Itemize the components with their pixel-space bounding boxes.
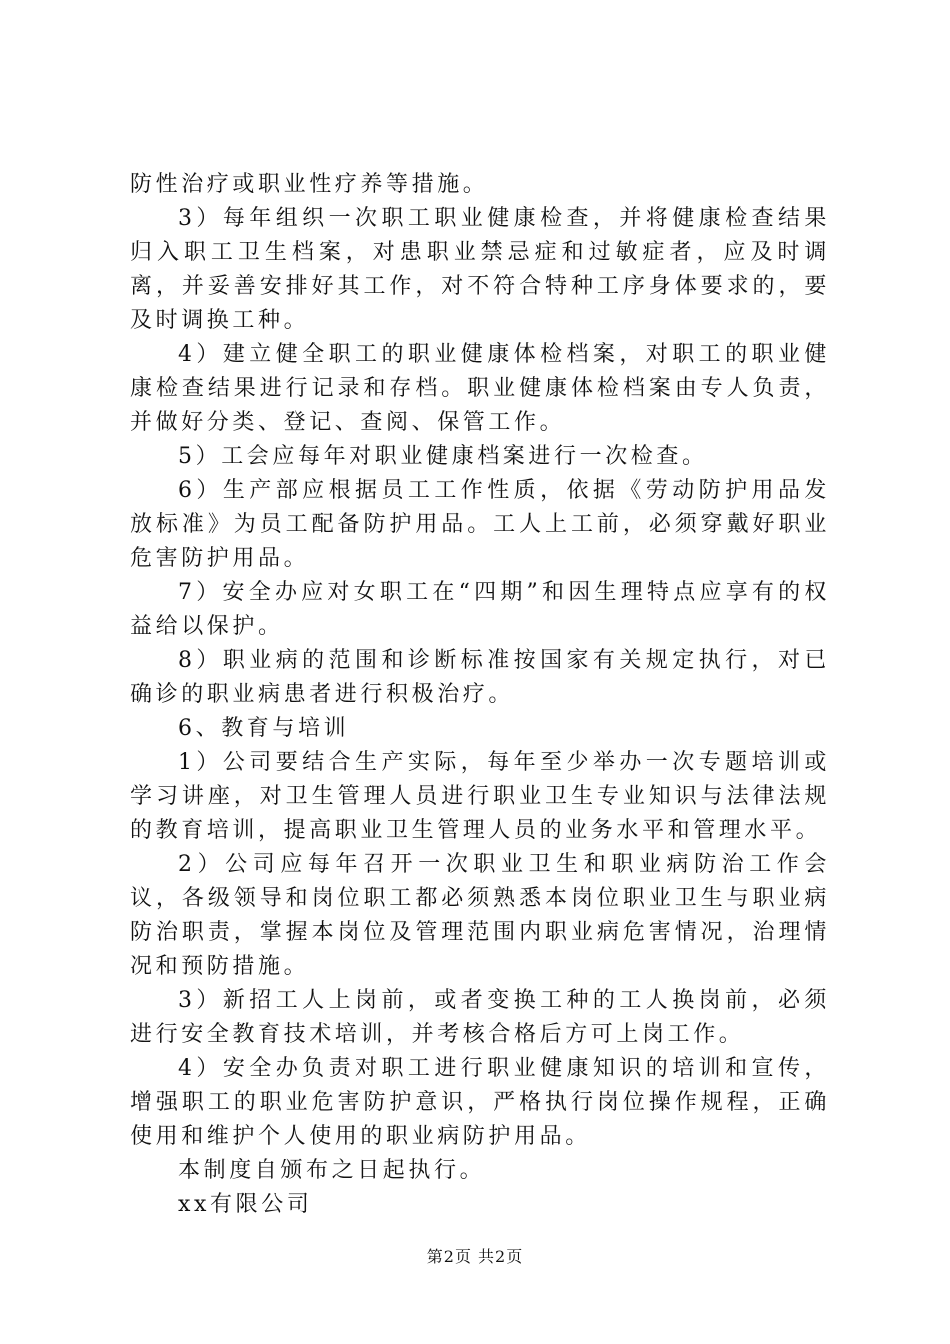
paragraph-effective-date: 本制度自颁布之日起执行。 (178, 1158, 486, 1183)
page-footer: 第2页 共2页 (426, 1247, 524, 1266)
paragraph-female-workers: 7）安全办应对女职工在“四期”和因生理特点应享有的权益给以保护。 (130, 580, 830, 639)
paragraph-annual-meeting: 2）公司应每年召开一次职业卫生和职业病防治工作会议，各级领导和岗位职工都必须熟悉本岗位职业卫生与职业病防治职责，掌握本岗位及管理范围内职业病危害情况，治理情况和预防措施。 (130, 852, 830, 979)
paragraph-training-lectures: 1）公司要结合生产实际，每年至少举办一次专题培训或学习讲座，对卫生管理人员进行职业卫生专业知识与法律法规的教育培训，提高职业卫生管理人员的业务水平和管理水平。 (130, 750, 830, 843)
document-body (130, 168, 830, 1222)
company-signature: xx有限公司 (178, 1192, 313, 1217)
paragraph-awareness-training: 4）安全办负责对职工进行职业健康知识的培训和宣传，增强职工的职业危害防护意识，严格执行岗位操作规程，正确使用和维护个人使用的职业病防护用品。 (130, 1056, 830, 1149)
paragraph-occupational-disease: 8）职业病的范围和诊断标准按国家有关规定执行，对已确诊的职业病患者进行积极治疗。 (130, 648, 830, 707)
paragraph-continuation: 防性治疗或职业性疗养等措施。 (130, 172, 489, 197)
section-heading-education-training: 6、教育与培训 (178, 716, 350, 741)
paragraph-new-worker-training: 3）新招工人上岗前，或者变换工种的工人换岗前，必须进行安全教育技术培训，并考核合格后方可上岗工作。 (130, 988, 830, 1047)
paragraph-protective-equipment: 6）生产部应根据员工工作性质，依据《劳动防护用品发放标准》为员工配备防护用品。工人上工前，必须穿戴好职业危害防护用品。 (130, 478, 830, 571)
paragraph-health-check: 3）每年组织一次职工职业健康检查，并将健康检查结果归入职工卫生档案，对患职业禁忌症和过敏症者，应及时调离，并妥善安排好其工作，对不符合特种工序身体要求的，要及时调换工种。 (130, 206, 830, 333)
paragraph-health-records: 4）建立健全职工的职业健康体检档案，对职工的职业健康检查结果进行记录和存档。职业健康体检档案由专人负责，并做好分类、登记、查阅、保管工作。 (130, 342, 830, 435)
paragraph-union-inspection: 5）工会应每年对职业健康档案进行一次检查。 (178, 444, 708, 469)
